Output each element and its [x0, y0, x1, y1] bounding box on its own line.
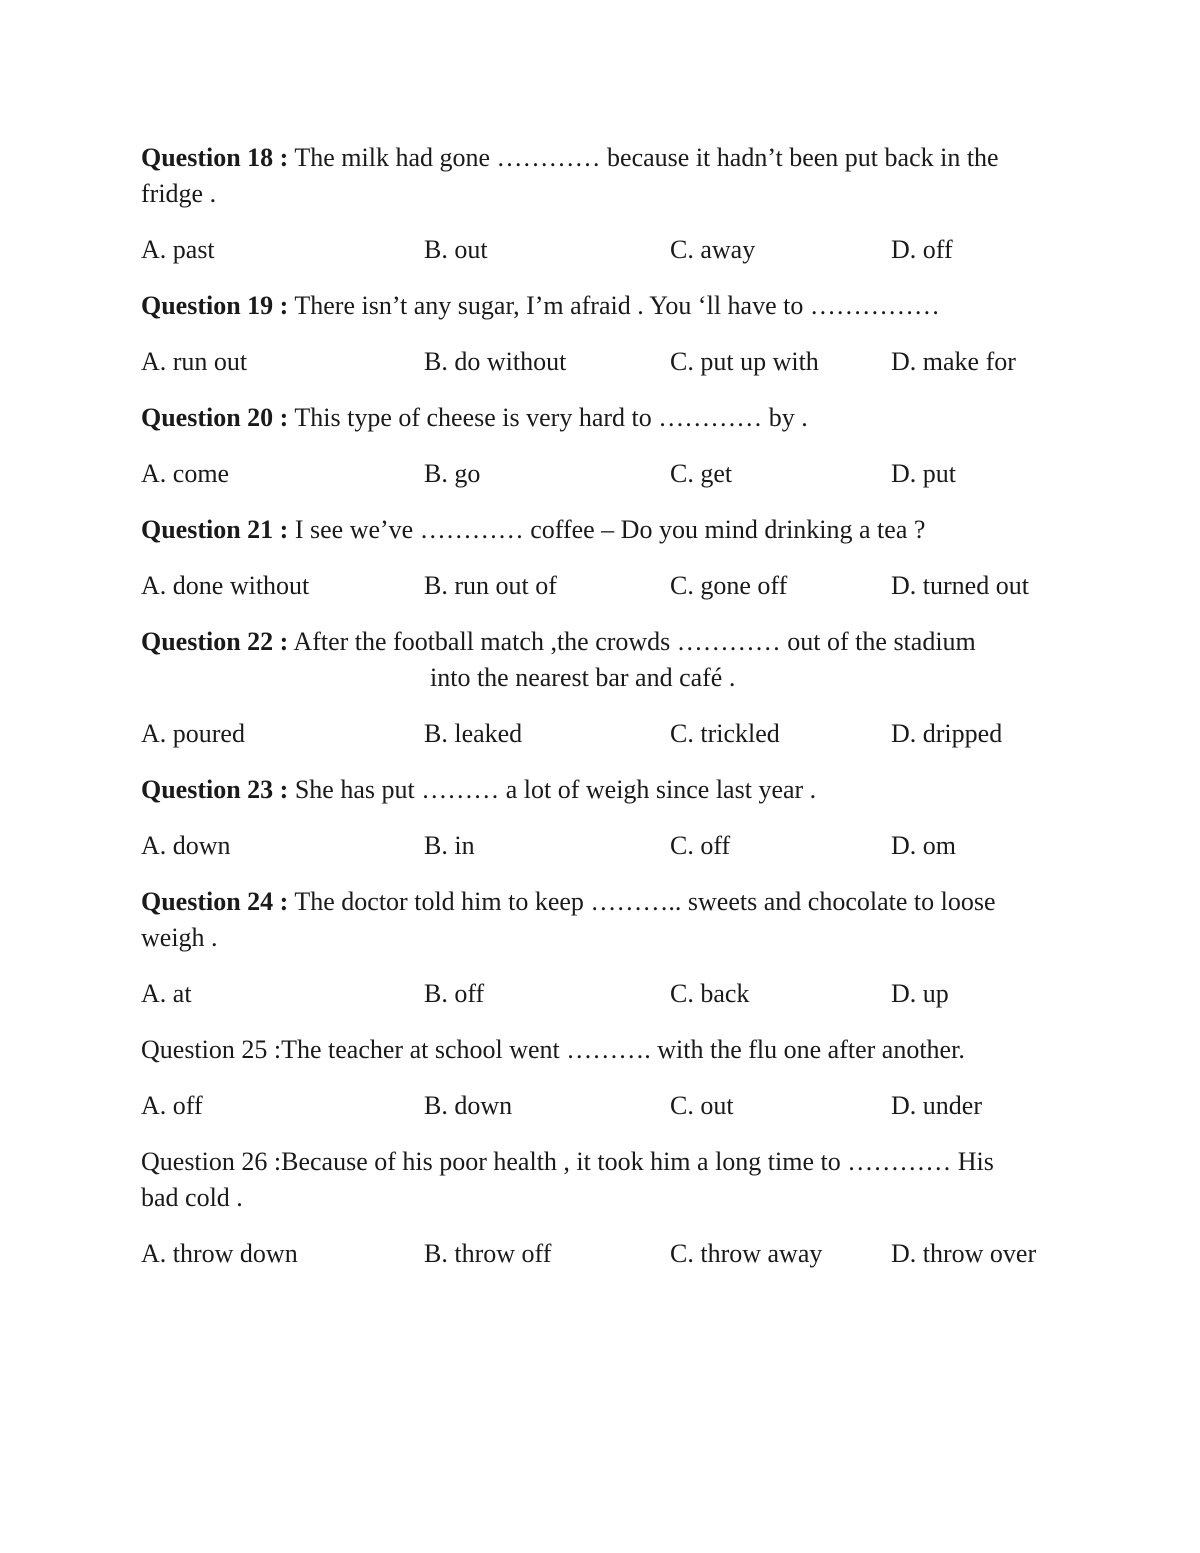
question-stem: There isn’t any sugar, I’m afraid . You ‘ll have to ……………	[294, 291, 940, 320]
option-a: A. run out	[141, 347, 248, 376]
option-d: D. om	[891, 831, 956, 860]
options-26	[141, 1236, 1058, 1272]
question-22	[141, 624, 1058, 696]
option-d: D. put	[891, 459, 956, 488]
question-stem: She has put ……… a lot of weigh since last year .	[294, 775, 817, 804]
question-stem: I see we’ve ………… coffee – Do you mind drinking a tea ?	[294, 515, 926, 544]
option-c: C. gone off	[670, 571, 788, 600]
options-23	[141, 828, 1058, 864]
option-b: B. leaked	[424, 719, 523, 748]
options-25	[141, 1088, 1058, 1124]
option-c: C. trickled	[670, 719, 780, 748]
option-c: C. away	[670, 235, 756, 264]
option-d: D. make for	[891, 347, 1016, 376]
option-a: A. past	[141, 235, 215, 264]
question-18	[141, 140, 1058, 212]
question-label: Question 25 :	[141, 1035, 282, 1064]
option-c: C. out	[670, 1091, 734, 1120]
option-d: D. off	[891, 235, 953, 264]
option-b: B. out	[424, 235, 488, 264]
option-c: C. put up with	[670, 347, 819, 376]
option-a: A. at	[141, 979, 192, 1008]
question-21	[141, 512, 1058, 548]
options-22	[141, 716, 1058, 752]
question-stem: Because of his poor health , it took him a long time to ………… His	[281, 1147, 994, 1176]
options-24	[141, 976, 1058, 1012]
question-stem-continuation: weigh .	[141, 923, 218, 952]
option-c: C. off	[670, 831, 731, 860]
option-c: C. get	[670, 459, 733, 488]
question-24	[141, 884, 1058, 956]
question-20	[141, 400, 1058, 436]
options-20	[141, 456, 1058, 492]
options-21	[141, 568, 1058, 604]
question-label: Question 22 :	[141, 627, 289, 656]
question-label: Question 21 :	[141, 515, 289, 544]
question-19	[141, 288, 1058, 324]
option-b: B. go	[424, 459, 481, 488]
option-a: A. throw down	[141, 1239, 298, 1268]
option-b: B. down	[424, 1091, 513, 1120]
question-label: Question 20 :	[141, 403, 289, 432]
question-stem: The milk had gone ………… because it hadn’t been put back in the	[294, 143, 999, 172]
option-c: C. back	[670, 979, 750, 1008]
option-d: D. up	[891, 979, 949, 1008]
question-stem: After the football match ,the crowds ………… out of the stadium	[293, 627, 976, 656]
options-18	[141, 232, 1058, 268]
option-d: D. dripped	[891, 719, 1003, 748]
question-25	[141, 1032, 1058, 1068]
option-d: D. turned out	[891, 571, 1029, 600]
question-label: Question 26 :	[141, 1147, 282, 1176]
question-label: Question 19 :	[141, 291, 289, 320]
question-label: Question 18 :	[141, 143, 289, 172]
question-stem-continuation: fridge .	[141, 179, 217, 208]
option-a: A. down	[141, 831, 231, 860]
question-stem-continuation: bad cold .	[141, 1183, 243, 1212]
question-label: Question 23 :	[141, 775, 289, 804]
option-d: D. under	[891, 1091, 982, 1120]
option-b: B. run out of	[424, 571, 557, 600]
option-b: B. off	[424, 979, 485, 1008]
option-b: B. do without	[424, 347, 567, 376]
option-a: A. poured	[141, 719, 245, 748]
option-c: C. throw away	[670, 1239, 823, 1268]
question-stem: The teacher at school went ………. with the flu one after another.	[281, 1035, 965, 1064]
option-d: D. throw over	[891, 1239, 1037, 1268]
option-a: A. come	[141, 459, 230, 488]
option-a: A. done without	[141, 571, 310, 600]
options-19	[141, 344, 1058, 380]
option-a: A. off	[141, 1091, 203, 1120]
question-26	[141, 1144, 1058, 1216]
question-stem: This type of cheese is very hard to ………… by .	[294, 403, 808, 432]
question-stem-continuation: into the nearest bar and café .	[430, 663, 736, 692]
option-b: B. throw off	[424, 1239, 552, 1268]
option-b: B. in	[424, 831, 475, 860]
question-stem: The doctor told him to keep ……….. sweets and chocolate to loose	[294, 887, 996, 916]
question-23	[141, 772, 1058, 808]
question-label: Question 24 :	[141, 887, 289, 916]
